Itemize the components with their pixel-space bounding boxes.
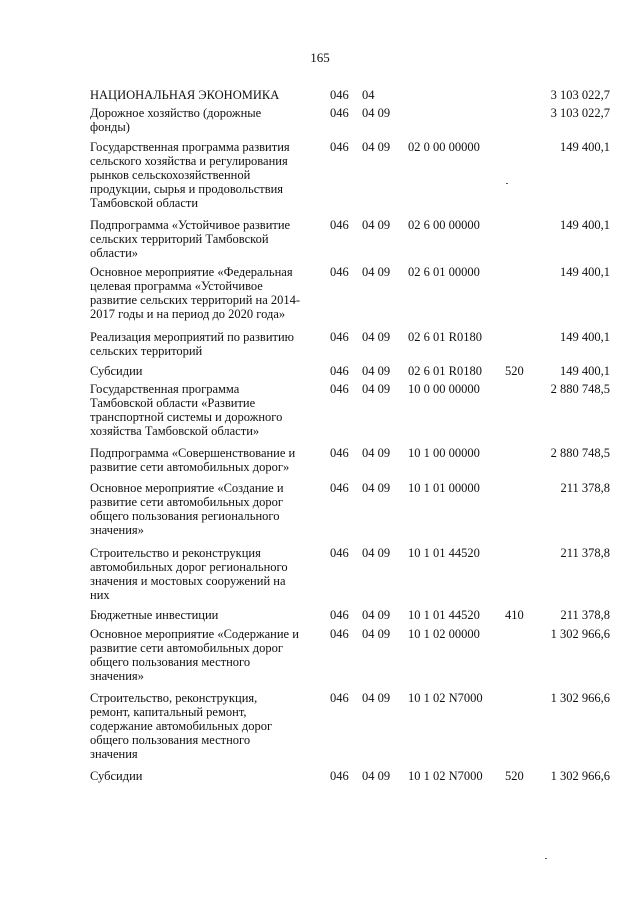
row-name: Субсидии <box>90 364 143 378</box>
page-number: 165 <box>310 50 330 65</box>
row-amount: 3 103 022,7 <box>550 88 610 102</box>
row-ved: 046 <box>330 481 349 495</box>
row-section: 04 09 <box>362 218 391 232</box>
row-section: 04 09 <box>362 446 391 460</box>
row-amount: 3 103 022,7 <box>550 106 610 120</box>
row-ved: 046 <box>330 546 349 560</box>
row-target: 10 1 02 00000 <box>408 627 480 641</box>
row-target: 10 0 00 00000 <box>408 382 480 396</box>
row-ved: 046 <box>330 769 349 783</box>
row-type: 520 <box>505 364 524 378</box>
row-section: 04 09 <box>362 140 391 154</box>
row-ved: 046 <box>330 265 349 279</box>
row-ved: 046 <box>330 106 349 120</box>
row-section: 04 09 <box>362 769 391 783</box>
row-target: 10 1 00 00000 <box>408 446 480 460</box>
row-section: 04 09 <box>362 608 391 622</box>
row-ved: 046 <box>330 446 349 460</box>
row-amount: 1 302 966,6 <box>550 627 610 641</box>
row-section: 04 09 <box>362 546 391 560</box>
row-target: 02 6 00 00000 <box>408 218 480 232</box>
row-ved: 046 <box>330 608 349 622</box>
row-amount: 211 378,8 <box>560 481 610 495</box>
row-target: 02 6 01 R0180 <box>408 364 482 378</box>
row-amount: 1 302 966,6 <box>550 769 610 783</box>
row-name: Основное мероприятие «Содержание и развитие сети автомобильных дорог общего пользования местного значения» <box>90 627 299 683</box>
row-name: Дорожное хозяйство (дорожные фонды) <box>90 106 262 134</box>
row-amount: 2 880 748,5 <box>550 382 610 396</box>
row-ved: 046 <box>330 330 349 344</box>
row-ved: 046 <box>330 627 349 641</box>
row-type: 410 <box>505 608 524 622</box>
row-target: 10 1 02 N7000 <box>408 691 483 705</box>
row-section: 04 09 <box>362 627 391 641</box>
scan-speck <box>506 183 508 184</box>
row-name: Государственная программа Тамбовской области «Развитие транспортной системы и дорожного хозяйства Тамбовской области» <box>90 382 283 438</box>
row-ved: 046 <box>330 140 349 154</box>
row-section: 04 09 <box>362 364 391 378</box>
row-name: Государственная программа развития сельского хозяйства и регулирования рынков сельскохозяйственной продукции, сырья и продовольствия Тамбовской области <box>90 140 290 210</box>
row-ved: 046 <box>330 88 349 102</box>
row-target: 10 1 02 N7000 <box>408 769 483 783</box>
row-ved: 046 <box>330 382 349 396</box>
scan-speck <box>545 858 547 859</box>
row-name: Подпрограмма «Совершенствование и развитие сети автомобильных дорог» <box>90 446 296 474</box>
row-amount: 149 400,1 <box>560 265 610 279</box>
row-target: 10 1 01 44520 <box>408 608 480 622</box>
row-section: 04 <box>362 88 375 102</box>
row-name: Реализация мероприятий по развитию сельских территорий <box>90 330 294 358</box>
row-amount: 149 400,1 <box>560 140 610 154</box>
row-ved: 046 <box>330 218 349 232</box>
row-name: Строительство и реконструкция автомобильных дорог регионального значения и мостовых сооружений на них <box>90 546 288 602</box>
row-target: 10 1 01 00000 <box>408 481 480 495</box>
row-name: Бюджетные инвестиции <box>90 608 219 622</box>
row-amount: 211 378,8 <box>560 608 610 622</box>
row-section: 04 09 <box>362 691 391 705</box>
row-amount: 149 400,1 <box>560 364 610 378</box>
row-amount: 149 400,1 <box>560 330 610 344</box>
row-amount: 1 302 966,6 <box>550 691 610 705</box>
row-target: 10 1 01 44520 <box>408 546 480 560</box>
row-type: 520 <box>505 769 524 783</box>
row-name: Субсидии <box>90 769 143 783</box>
row-section: 04 09 <box>362 106 391 120</box>
row-ved: 046 <box>330 364 349 378</box>
row-section: 04 09 <box>362 382 391 396</box>
row-name: Строительство, реконструкция, ремонт, капитальный ремонт, содержание автомобильных дорог общего пользования местного значения <box>90 691 273 761</box>
row-ved: 046 <box>330 691 349 705</box>
row-amount: 2 880 748,5 <box>550 446 610 460</box>
row-name: НАЦИОНАЛЬНАЯ ЭКОНОМИКА <box>90 88 280 102</box>
row-target: 02 6 01 00000 <box>408 265 480 279</box>
row-target: 02 6 01 R0180 <box>408 330 482 344</box>
row-amount: 211 378,8 <box>560 546 610 560</box>
row-section: 04 09 <box>362 330 391 344</box>
row-amount: 149 400,1 <box>560 218 610 232</box>
row-name: Подпрограмма «Устойчивое развитие сельских территорий Тамбовской области» <box>90 218 291 260</box>
row-target: 02 0 00 00000 <box>408 140 480 154</box>
row-name: Основное мероприятие «Федеральная целевая программа «Устойчивое развитие сельских территорий на 2014- 2017 годы и на период до 2020 года» <box>90 265 301 321</box>
row-name: Основное мероприятие «Создание и развитие сети автомобильных дорог общего пользования регионального значения» <box>90 481 284 537</box>
row-section: 04 09 <box>362 265 391 279</box>
row-section: 04 09 <box>362 481 391 495</box>
